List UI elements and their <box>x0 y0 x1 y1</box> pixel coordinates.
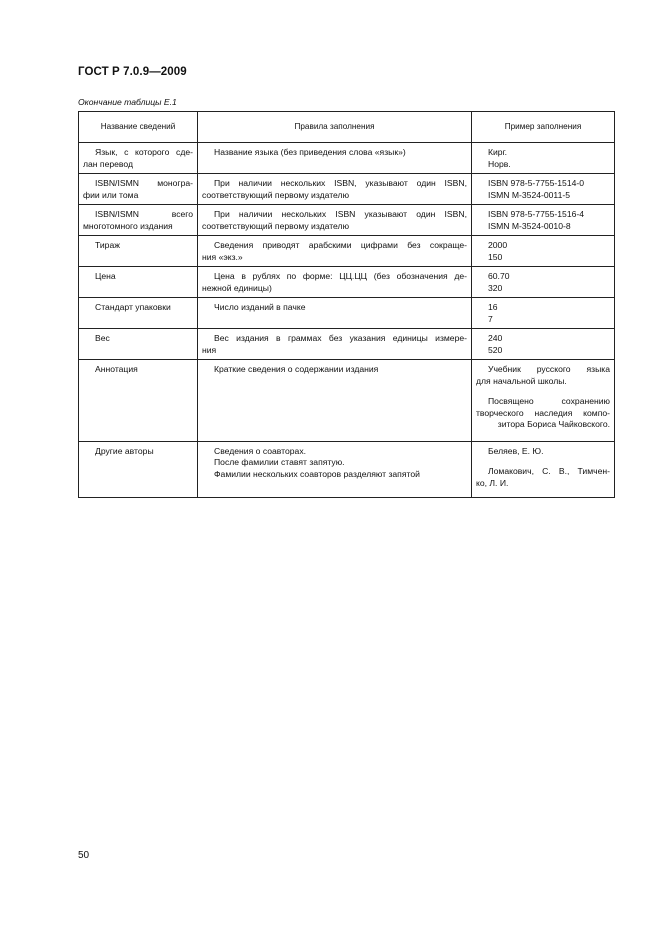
example-line: 240 <box>488 333 503 343</box>
cell-field-name <box>79 236 198 267</box>
example-line: 2000 <box>488 240 508 250</box>
cell-rule <box>198 267 472 298</box>
field-name: Цена <box>95 271 116 281</box>
rule-line: При наличии нескольких ISBN, указывают один ISBN, <box>214 178 467 188</box>
rule-line: ния «экз.» <box>202 251 243 262</box>
example-line: 16 <box>488 302 498 312</box>
cell-rule <box>198 360 472 442</box>
field-name-line: лан перевод <box>83 158 133 169</box>
document-title: ГОСТ Р 7.0.9—2009 <box>78 66 187 78</box>
table-row <box>79 298 615 329</box>
table-row <box>79 205 615 236</box>
cell-rule <box>198 329 472 360</box>
field-name-line: фии или тома <box>83 189 139 200</box>
example-line: 7 <box>488 313 493 324</box>
cell-rule <box>198 298 472 329</box>
example-line: ко, Л. И. <box>476 477 509 488</box>
example-line: для начальной школы. <box>476 375 567 386</box>
rule-line: ния <box>202 344 217 355</box>
field-name: Тираж <box>95 240 120 250</box>
field-name-line: Язык, с которого сде- <box>95 147 193 157</box>
example-line: ISMN M-3524-0011-5 <box>488 189 570 200</box>
table-caption: Окончание таблицы Е.1 <box>78 97 177 107</box>
cell-example <box>472 441 615 497</box>
rule-line: После фамилии ставят запятую. <box>214 457 345 467</box>
example-line: 150 <box>488 251 503 262</box>
table-row <box>79 143 615 174</box>
rule-line: Фамилии нескольких соавторов разделяют запятой <box>214 468 420 479</box>
table-row <box>79 236 615 267</box>
cell-rule <box>198 441 472 497</box>
column-header-example: Пример заполнения <box>472 112 615 143</box>
cell-example <box>472 267 615 298</box>
example-line: 320 <box>488 282 503 293</box>
rule-text: Число изданий в пачке <box>214 302 306 312</box>
field-name-line: многотомного издания <box>83 220 173 231</box>
cell-example <box>472 329 615 360</box>
cell-rule <box>198 174 472 205</box>
rule-line: Вес издания в граммах без указания единицы измере- <box>214 333 467 343</box>
cell-field-name <box>79 298 198 329</box>
cell-example <box>472 360 615 442</box>
rule-text: Название языка (без приведения слова «язык») <box>214 147 406 157</box>
cell-rule <box>198 236 472 267</box>
example-line: ISBN 978-5-7755-1516-4 <box>488 209 585 219</box>
cell-field-name <box>79 205 198 236</box>
field-name: Другие авторы <box>95 445 154 456</box>
field-name-line: ISBN/ISMN всего <box>95 209 193 219</box>
rule-line: Цена в рублях по форме: ЦЦ.ЦЦ (без обозначения де- <box>214 271 467 281</box>
cell-example <box>472 174 615 205</box>
cell-example <box>472 205 615 236</box>
rule-line: Сведения приводят арабскими цифрами без сокраще- <box>214 240 467 250</box>
table-row <box>79 329 615 360</box>
specification-table <box>78 111 615 498</box>
example-line: Посвящено сохранению <box>488 396 610 406</box>
example-line: ISMN M-3524-0010-8 <box>488 220 571 231</box>
example-line: Ломакович, С. В., Тимчен- <box>488 466 610 476</box>
cell-field-name <box>79 441 198 497</box>
example-line: 520 <box>488 344 503 355</box>
table-header-row <box>79 112 615 143</box>
column-header-rules: Правила заполнения <box>198 112 472 143</box>
field-name: Вес <box>95 333 110 343</box>
example-line: Норв. <box>488 158 511 169</box>
cell-example <box>472 143 615 174</box>
rule-line: соответствующий первому издателю <box>202 189 350 200</box>
table-row <box>79 360 615 442</box>
cell-field-name <box>79 174 198 205</box>
example-line: 60.70 <box>488 271 510 281</box>
example-line: зитора Бориса Чайковского. <box>497 419 610 429</box>
example-line: Кирг. <box>488 147 508 157</box>
example-line: ISBN 978-5-7755-1514-0 <box>488 178 585 188</box>
column-header-name: Название сведений <box>79 112 198 143</box>
cell-example <box>472 298 615 329</box>
rule-text: Краткие сведения о содержании издания <box>214 364 379 374</box>
table-row <box>79 267 615 298</box>
cell-rule <box>198 205 472 236</box>
cell-field-name <box>79 360 198 442</box>
cell-rule <box>198 143 472 174</box>
cell-field-name <box>79 329 198 360</box>
cell-field-name <box>79 143 198 174</box>
example-line: творческого наследия компо- <box>476 407 610 418</box>
rule-line: соответствующий первому издателю <box>202 220 350 231</box>
rule-line: При наличии нескольких ISBN указывают один ISBN, <box>214 209 467 219</box>
field-name-line: ISBN/ISMN моногра- <box>95 178 193 188</box>
page-number: 50 <box>78 850 90 861</box>
rule-line: нежной единицы) <box>202 282 272 293</box>
example-line: Беляев, Е. Ю. <box>488 445 544 456</box>
field-name: Стандарт упаковки <box>95 302 171 312</box>
cell-field-name <box>79 267 198 298</box>
cell-example <box>472 236 615 267</box>
table-row <box>79 441 615 497</box>
field-name: Аннотация <box>95 364 138 374</box>
rule-line: Сведения о соавторах. <box>214 445 307 456</box>
table-row <box>79 174 615 205</box>
example-line: Учебник русского языка <box>488 364 610 374</box>
